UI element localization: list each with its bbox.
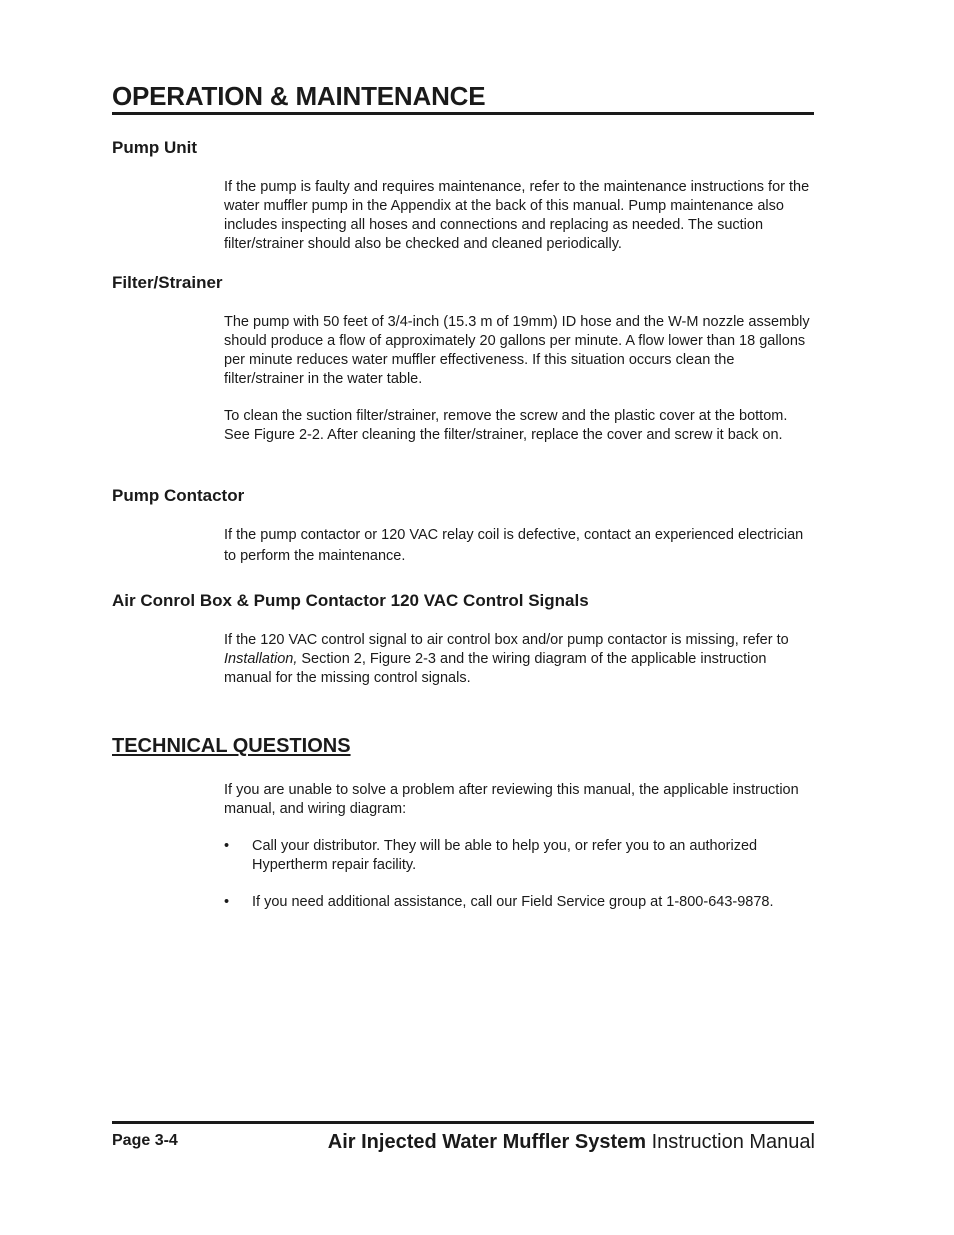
pump-unit-paragraph: If the pump is faulty and requires maintenance, refer to the maintenance instructions for the water muffler pump in the Appendix at the back of this manual. Pump maintenance also includes inspecting all hoses and connections and replacing as needed. The suction filter/strainer should also be checked and cleaned periodically. — [224, 179, 810, 252]
manual-title-bold: Air Injected Water Muffler System — [327, 1131, 647, 1153]
bullet-item-distributor: Call your distributor. They will be able to help you, or refer you to an authorized Hypertherm repair facility. — [252, 838, 758, 873]
section-heading-air-control-signals: Air Conrol Box & Pump Contactor 120 VAC Control Signals — [112, 591, 589, 610]
page-title: OPERATION & MAINTENANCE — [112, 81, 486, 111]
bullet-item-field-service: If you need additional assistance, call our Field Service group at 1-800-643-9878. — [252, 894, 774, 910]
filter-strainer-paragraph-2: To clean the suction filter/strainer, remove the screw and the plastic cover at the bottom. See Figure 2-2. After cleaning the filter/strainer, replace the cover and screw it back on. — [224, 408, 788, 443]
section-heading-pump-unit: Pump Unit — [112, 138, 197, 157]
bullet-marker: • — [224, 838, 230, 854]
air-control-text-after: Section 2, Figure 2-3 and the wiring diagram of the applicable instruction manual for the missing control signals. — [224, 651, 767, 686]
filter-strainer-paragraph-1: The pump with 50 feet of 3/4-inch (15.3 m of 19mm) ID hose and the W-M nozzle assembly should produce a flow of approximately 20 gallons per minute. A flow lower than 18 gallons per minute reduces water muffler effectiveness. If this situation occurs clean the filter/strainer in the water table. — [224, 314, 810, 387]
footer-divider — [112, 1121, 814, 1124]
technical-questions-heading: TECHNICAL QUESTIONS — [112, 735, 351, 757]
section-heading-filter-strainer: Filter/Strainer — [112, 273, 223, 292]
pump-contactor-paragraph: If the pump contactor or 120 VAC relay coil is defective, contact an experienced electrician to perform the maintenance. — [224, 527, 804, 564]
air-control-signals-paragraph — [224, 631, 816, 688]
section-heading-pump-contactor: Pump Contactor — [112, 486, 245, 505]
page-number: Page 3-4 — [112, 1132, 178, 1149]
header-divider — [112, 112, 814, 115]
bullet-marker: • — [224, 894, 230, 910]
installation-reference: Installation, — [224, 651, 298, 667]
air-control-text-before: If the 120 VAC control signal to air control box and/or pump contactor is missing, refer to — [224, 632, 789, 648]
manual-title-regular: Instruction Manual — [646, 1131, 815, 1153]
technical-questions-intro: If you are unable to solve a problem after reviewing this manual, the applicable instruction manual, and wiring diagram: — [224, 782, 799, 817]
manual-title — [328, 1130, 815, 1154]
